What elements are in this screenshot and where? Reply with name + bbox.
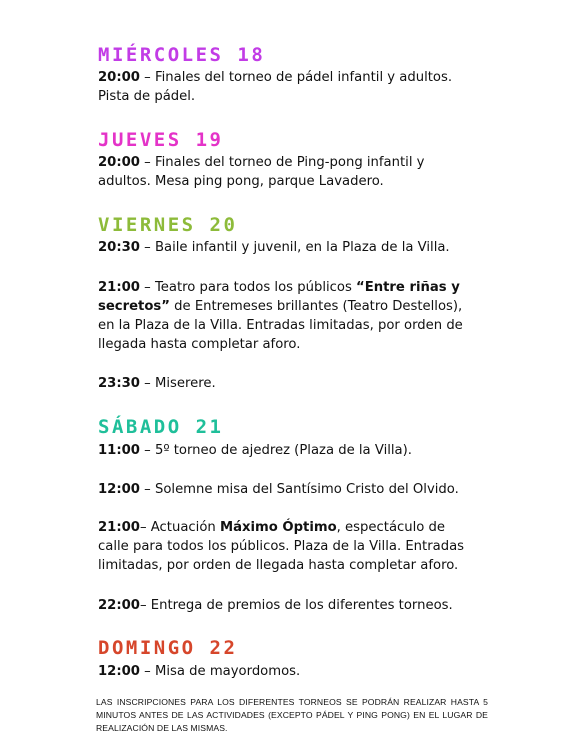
event-time: 21:00 [98, 520, 140, 535]
event-time: 23:30 [98, 376, 140, 391]
event-sabado-1200 [98, 480, 478, 499]
event-title: Máximo Óptimo [219, 520, 337, 535]
event-time: 20:00 [98, 155, 140, 170]
event-sabado-2100 [98, 518, 478, 575]
event-miercoles-2000 [98, 68, 478, 106]
event-time: 11:00 [98, 443, 140, 458]
event-text: – Finales del torneo de Ping-pong infantil y adultos. Mesa ping pong, parque Lavadero. [98, 155, 425, 189]
event-sabado-1100 [98, 441, 478, 460]
event-time: 21:00 [98, 280, 140, 295]
event-viernes-2100 [98, 278, 478, 354]
event-domingo-1200 [98, 662, 478, 681]
event-time: 20:30 [98, 240, 140, 255]
event-sabado-2200 [98, 596, 478, 615]
event-jueves-2000 [98, 153, 478, 191]
event-text: – Miserere. [139, 376, 216, 391]
registration-note: LAS INSCRIPCIONES PARA LOS DIFERENTES TORNEOS SE PODRÁN REALIZAR HASTA 5 MINUTOS ANTES DE LAS ACTIVIDADES (EXCEPTO PÁDEL Y PING PONG) EN EL LUGAR DE REALIZACIÓN DE LAS MISMAS. [96, 697, 488, 733]
event-time: 22:00 [98, 598, 140, 613]
event-text: – 5º torneo de ajedrez (Plaza de la Villa). [139, 443, 412, 458]
event-text: – Baile infantil y juvenil, en la Plaza de la Villa. [139, 240, 450, 255]
event-text: – Misa de mayordomos. [139, 664, 301, 679]
day-heading-miercoles: MIÉRCOLES 18 [98, 44, 266, 66]
day-heading-sabado: SÁBADO 21 [98, 416, 224, 438]
event-text: de Entremeses brillantes (Teatro Destellos), en la Plaza de la Villa. Entradas limitadas, por orden de llegada hasta completar aforo. [98, 299, 463, 352]
event-viernes-2330 [98, 374, 478, 393]
event-text: – Solemne misa del Santísimo Cristo del Olvido. [139, 482, 459, 497]
event-text: – Teatro para todos los públicos [139, 280, 357, 295]
event-viernes-2030 [98, 238, 478, 257]
event-time: 20:00 [98, 70, 140, 85]
day-heading-jueves: JUEVES 19 [98, 129, 224, 151]
day-heading-domingo: DOMINGO 22 [98, 637, 238, 659]
event-time: 12:00 [98, 482, 140, 497]
event-time: 12:00 [98, 664, 140, 679]
day-heading-viernes: VIERNES 20 [98, 214, 238, 236]
event-text: – Actuación [139, 520, 220, 535]
event-text: – Entrega de premios de los diferentes torneos. [139, 598, 453, 613]
event-text: , espectáculo de calle para todos los públicos. Plaza de la Villa. Entradas limitadas, por orden de llegada hasta completar aforo. [98, 520, 465, 573]
event-title: “Entre riñas y secretos” [98, 280, 460, 314]
event-text: – Finales del torneo de pádel infantil y adultos. Pista de pádel. [98, 70, 453, 104]
